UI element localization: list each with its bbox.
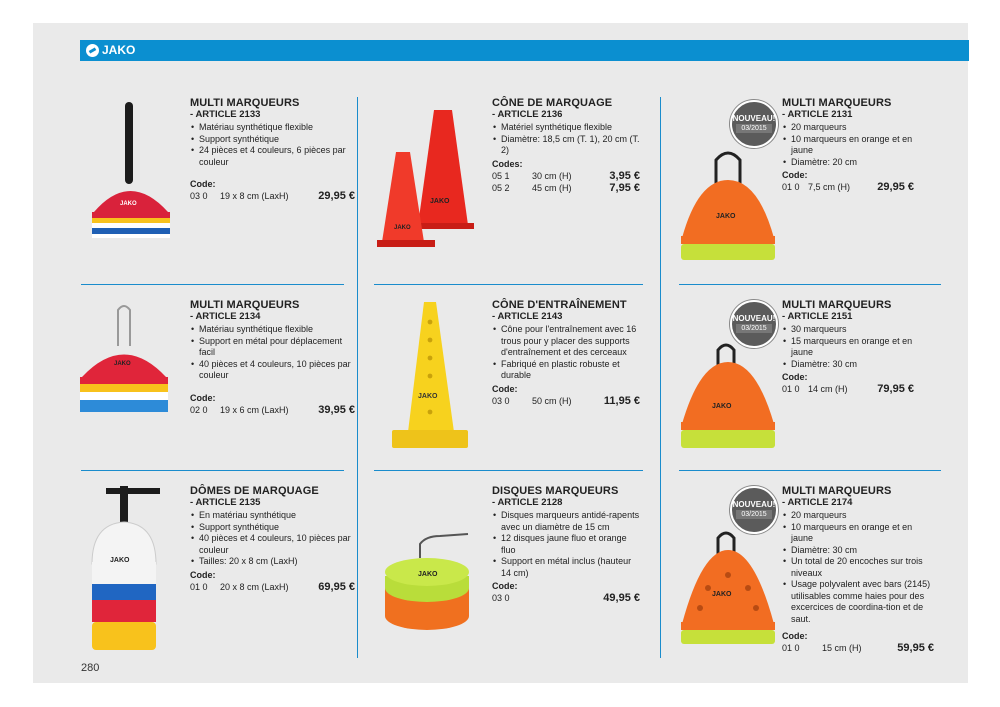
feature-item: • Disques marqueurs antidé-rapents avec un diamètre de 15 cm: [492, 510, 640, 533]
product-article: - ARTICLE 2143: [492, 311, 563, 322]
svg-text:JAKO: JAKO: [430, 198, 450, 205]
item-size: 7,5 cm (H): [808, 182, 851, 192]
price-row: [782, 642, 934, 654]
marker-cones-2131-image: [678, 150, 778, 265]
row-divider: [679, 284, 941, 285]
item-size: 14 cm (H): [808, 384, 848, 394]
page-number: 280: [81, 662, 100, 674]
product-article: - ARTICLE 2133: [190, 109, 261, 120]
new-badge: [730, 300, 778, 348]
svg-text:JAKO: JAKO: [712, 403, 732, 410]
item-code: 01 0: [782, 384, 800, 394]
item-size: 20 x 8 cm (LaxH): [220, 581, 289, 592]
row-divider: [374, 470, 643, 471]
item-code: 02 0: [190, 404, 208, 415]
product-title: MULTI MARQUEURS: [190, 97, 300, 109]
badge-line1: NOUVEAU!: [732, 500, 776, 509]
code-label: Code:: [190, 392, 216, 403]
feature-item: • 30 marqueurs: [782, 324, 914, 336]
item-price: 79,95 €: [877, 383, 914, 395]
product-article: - ARTICLE 2136: [492, 109, 563, 120]
product-article: - ARTICLE 2174: [782, 497, 853, 508]
product-2134: [190, 299, 355, 416]
item-price: 3,95 €: [609, 169, 640, 182]
price-row: [492, 592, 640, 604]
product-title: DÔMES DE MARQUAGE: [190, 485, 319, 497]
product-2143: [492, 299, 640, 407]
marker-stack-2134-image: [78, 302, 170, 424]
item-code: 03 0: [190, 191, 208, 201]
code-label: Code:: [782, 631, 808, 641]
svg-text:JAKO: JAKO: [110, 557, 130, 564]
code-label: Code:: [492, 581, 518, 591]
item-price: 69,95 €: [318, 580, 355, 593]
feature-item: • Usage polyvalent avec bars (2145) utilisables comme haies pour des excercices de coordina-tion et de saut.: [782, 579, 934, 625]
svg-text:JAKO: JAKO: [418, 393, 438, 400]
item-code: 01 0: [782, 182, 800, 192]
product-features: [190, 324, 355, 382]
product-article: - ARTICLE 2128: [492, 497, 563, 508]
marker-stack-2133-image: [86, 100, 176, 245]
item-code: 03 0: [492, 593, 510, 603]
feature-item: • Diamètre: 20 cm: [782, 157, 914, 169]
item-size: 30 cm (H): [532, 170, 572, 181]
price-row: [492, 182, 640, 194]
feature-item: • Support synthétique: [190, 522, 355, 534]
badge-line2: 03/2015: [736, 510, 772, 519]
product-features: [190, 510, 355, 568]
brand-logo: [86, 43, 135, 57]
feature-item: • Diamètre: 18,5 cm (T. 1), 20 cm (T. 2): [492, 134, 640, 157]
marking-cones-image: [372, 107, 484, 252]
feature-item: • 20 marqueurs: [782, 510, 934, 522]
product-title: MULTI MARQUEURS: [190, 299, 300, 311]
feature-item: • Matériau synthétique flexible: [190, 324, 355, 336]
product-2174: [782, 485, 934, 654]
training-cone-image: [390, 300, 472, 452]
marker-cones-2151-image: [678, 340, 778, 455]
feature-item: • 10 marqueurs en orange et en jaune: [782, 522, 934, 545]
new-badge: [730, 100, 778, 148]
badge-line1: NOUVEAU!: [732, 314, 776, 323]
product-article: - ARTICLE 2134: [190, 311, 261, 322]
code-label: Code:: [782, 170, 808, 180]
column-divider: [660, 97, 661, 658]
row-divider: [679, 470, 941, 471]
feature-item: • Diamètre: 30 cm: [782, 545, 934, 557]
marker-cones-2174-image: [678, 530, 778, 650]
item-size: 19 x 6 cm (LaxH): [220, 404, 289, 415]
code-label: Code:: [190, 569, 216, 580]
feature-item: • Diamètre: 30 cm: [782, 359, 914, 371]
feature-item: • 24 pièces et 4 couleurs, 6 pièces par couleur: [190, 145, 355, 168]
feature-item: • Support en métal inclus (hauteur 14 cm): [492, 556, 640, 579]
product-title: MULTI MARQUEURS: [782, 299, 892, 311]
code-label: Code:: [782, 372, 808, 382]
feature-item: • Un total de 20 encoches sur trois niveaux: [782, 556, 934, 579]
product-features: [782, 510, 934, 625]
product-features: [492, 510, 640, 579]
code-label: Code:: [492, 383, 518, 394]
product-2136: [492, 97, 640, 194]
item-price: 29,95 €: [318, 190, 355, 202]
badge-line2: 03/2015: [736, 124, 772, 133]
feature-item: • Support en métal pour déplacement facil: [190, 336, 355, 359]
item-price: 39,95 €: [318, 403, 355, 416]
product-title: DISQUES MARQUEURS: [492, 485, 619, 497]
marking-domes-image: [88, 484, 168, 656]
svg-text:JAKO: JAKO: [716, 213, 736, 220]
product-features: [492, 324, 640, 382]
product-title: CÔNE D'ENTRAÎNEMENT: [492, 299, 627, 311]
row-divider: [374, 284, 643, 285]
feature-item: • 12 disques jaune fluo et orange fluo: [492, 533, 640, 556]
svg-text:JAKO: JAKO: [120, 201, 137, 207]
row-divider: [81, 284, 344, 285]
item-code: 05 2: [492, 182, 510, 193]
product-title: MULTI MARQUEURS: [782, 97, 892, 109]
price-row: [782, 181, 914, 193]
feature-item: • 10 marqueurs en orange et en jaune: [782, 134, 914, 157]
code-label: Code:: [190, 179, 216, 189]
product-article: - ARTICLE 2151: [782, 311, 853, 322]
product-features: [782, 122, 914, 168]
feature-item: • En matériau synthétique: [190, 510, 355, 522]
product-2128: [492, 485, 640, 604]
svg-text:JAKO: JAKO: [114, 361, 131, 367]
item-code: 01 0: [782, 643, 800, 653]
feature-item: • Matériau synthétique flexible: [190, 122, 355, 134]
marker-discs-image: [380, 528, 475, 638]
item-code: 03 0: [492, 395, 510, 406]
price-row: [782, 383, 914, 395]
row-divider: [81, 470, 344, 471]
product-features: [190, 122, 355, 168]
item-price: 7,95 €: [609, 181, 640, 194]
price-row: [492, 395, 640, 407]
feature-item: • Support synthétique: [190, 134, 355, 146]
price-row: [190, 581, 355, 593]
item-code: 01 0: [190, 581, 208, 592]
price-row: [190, 190, 355, 202]
feature-item: • Cône pour l'entraînement avec 16 trous pour y placer des supports d'entraînement et des cerceaux: [492, 324, 640, 359]
item-price: 11,95 €: [603, 394, 640, 407]
product-2131: [782, 97, 914, 193]
item-price: 59,95 €: [897, 642, 934, 654]
item-size: 15 cm (H): [822, 643, 862, 653]
product-title: CÔNE DE MARQUAGE: [492, 97, 613, 109]
item-size: 50 cm (H): [532, 395, 572, 406]
item-code: 05 1: [492, 170, 510, 181]
badge-line1: NOUVEAU!: [732, 114, 776, 123]
product-features: [782, 324, 914, 370]
jako-logo-icon: [86, 44, 99, 57]
product-features: [492, 122, 640, 157]
feature-item: • Tailles: 20 x 8 cm (LaxH): [190, 556, 355, 568]
item-size: 19 x 8 cm (LaxH): [220, 191, 289, 201]
feature-item: • Matériel synthétique flexible: [492, 122, 640, 134]
feature-item: • 20 marqueurs: [782, 122, 914, 134]
price-row: [492, 170, 640, 182]
product-title: MULTI MARQUEURS: [782, 485, 892, 497]
brand-name: JAKO: [102, 43, 136, 57]
item-price: 49,95 €: [603, 592, 640, 604]
feature-item: • Fabriqué en plastic robuste et durable: [492, 359, 640, 382]
column-divider: [357, 97, 358, 658]
product-article: - ARTICLE 2135: [190, 497, 261, 508]
product-article: - ARTICLE 2131: [782, 109, 853, 120]
new-badge: [730, 486, 778, 534]
product-2133: [190, 97, 355, 202]
product-2151: [782, 299, 914, 395]
header-banner: [80, 40, 969, 61]
feature-item: • 15 marqueurs en orange et en jaune: [782, 336, 914, 359]
item-price: 29,95 €: [877, 181, 914, 193]
svg-text:JAKO: JAKO: [712, 591, 732, 598]
svg-text:JAKO: JAKO: [418, 571, 438, 578]
price-row: [190, 404, 355, 416]
feature-item: • 40 pièces et 4 couleurs, 10 pièces par couleur: [190, 533, 355, 556]
badge-line2: 03/2015: [736, 324, 772, 333]
feature-item: • 40 pièces et 4 couleurs, 10 pièces par couleur: [190, 359, 355, 382]
product-2135: [190, 485, 355, 593]
item-size: 45 cm (H): [532, 182, 572, 193]
code-label: Codes:: [492, 158, 523, 169]
svg-text:JAKO: JAKO: [394, 225, 411, 231]
